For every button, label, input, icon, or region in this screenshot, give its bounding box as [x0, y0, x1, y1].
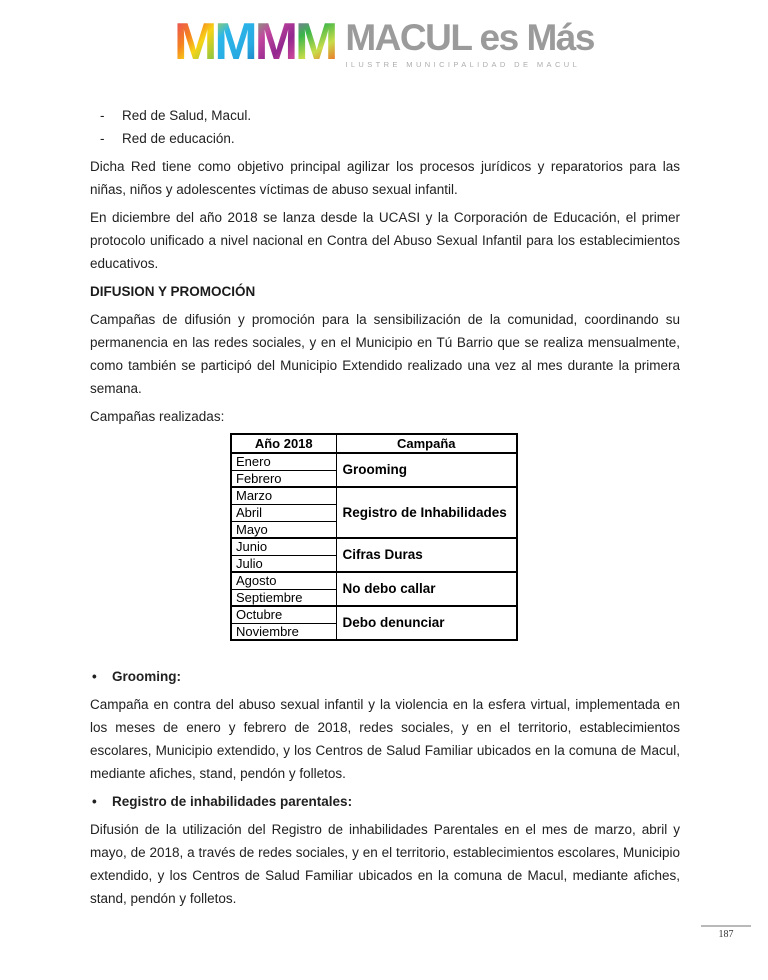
table-header-row — [231, 434, 517, 453]
month-cell: Julio — [231, 555, 336, 572]
page-number: 187 — [718, 929, 734, 940]
paragraph-difusion: Campañas de difusión y promoción para la sensibilización de la comunidad, coordinando su permanencia en las redes sociales, y en el Municipio en Tú Barrio que se realiza mensualmente, como también se participó del Municipio Extendido realizado una vez al mes durante la primera semana. — [90, 312, 680, 396]
campaign-cell: Registro de Inhabilidades — [336, 487, 517, 538]
month-cell: Noviembre — [231, 623, 336, 640]
network-list — [90, 104, 680, 150]
month-cell: Marzo — [231, 487, 336, 504]
dash-marker: - — [100, 108, 105, 123]
list-item-text: Red de educación. — [122, 131, 235, 146]
month-cell: Febrero — [231, 470, 336, 487]
brand-block — [345, 14, 594, 69]
table-row — [231, 606, 517, 623]
table-row — [231, 453, 517, 470]
campaign-cell: Debo denunciar — [336, 606, 517, 640]
brand-subtitle: ILUSTRE MUNICIPALIDAD DE MACUL — [345, 60, 581, 69]
bullet-icon: • — [92, 669, 97, 684]
bullet-registro-title: Registro de inhabilidades parentales: — [112, 794, 353, 809]
month-cell: Septiembre — [231, 589, 336, 606]
bullet-grooming-title: Grooming: — [112, 669, 181, 684]
paragraph-registro: Difusión de la utilización del Registro de inhabilidades Parentales en el mes de marzo, abril y mayo, de 2018, a través de redes sociales, y en el territorio, establecimientos escolares, Municipio extendido, y los Centros de Salud Familiar ubicados en la comuna de Macul, mediante afiches, stand, pendón y folletos. — [90, 822, 680, 906]
list-item-text: Red de Salud, Macul. — [122, 108, 252, 123]
logo-letter-m2: M — [214, 13, 255, 71]
campaigns-label: Campañas realizadas: — [90, 409, 225, 424]
macul-mmmm-logo-icon — [174, 14, 335, 70]
paragraph-red-objective: Dicha Red tiene como objetivo principal agilizar los procesos jurídicos y reparatorios para las niñas, niños y adolescentes víctimas de abuso sexual infantil. — [90, 159, 680, 197]
page-header — [0, 0, 768, 78]
section-heading-difusion: DIFUSION Y PROMOCIÓN — [90, 284, 256, 299]
logo-letter-m1: M — [174, 13, 215, 71]
paragraph-protocol: En diciembre del año 2018 se lanza desde la UCASI y la Corporación de Educación, el primer protocolo unificado a nivel nacional en Contra del Abuso Sexual Infantil para los establecimientos educativos. — [90, 210, 680, 271]
month-cell: Octubre — [231, 606, 336, 623]
table-row — [231, 487, 517, 504]
page-footer — [701, 925, 751, 940]
month-cell: Agosto — [231, 572, 336, 589]
month-cell: Mayo — [231, 521, 336, 538]
column-header-year: Año 2018 — [231, 434, 336, 453]
month-cell: Enero — [231, 453, 336, 470]
brand-title: MACUL es Más — [345, 17, 594, 58]
campaign-cell: Cifras Duras — [336, 538, 517, 572]
bullet-grooming — [90, 665, 680, 688]
bullet-registro — [90, 790, 680, 813]
dash-marker: - — [100, 131, 105, 146]
campaign-cell: No debo callar — [336, 572, 517, 606]
logo-letter-m4: M — [295, 13, 336, 71]
paragraph-grooming: Campaña en contra del abuso sexual infantil y la violencia en la esfera virtual, implementada en los meses de enero y febrero de 2018, redes sociales, y en el territorio, establecimientos escolares, Municipio extendido, y los Centros de Salud Familiar ubicados en la comuna de Macul, mediante afiches, stand, pendón y folletos. — [90, 697, 680, 781]
campaign-cell: Grooming — [336, 453, 517, 487]
month-cell: Abril — [231, 504, 336, 521]
table-row — [231, 538, 517, 555]
month-cell: Junio — [231, 538, 336, 555]
table-row — [231, 572, 517, 589]
list-item — [90, 127, 680, 150]
list-item — [90, 104, 680, 127]
logo-letter-m3: M — [254, 13, 296, 71]
column-header-campaign: Campaña — [336, 434, 517, 453]
campaigns-table — [230, 433, 518, 641]
document-body — [0, 104, 768, 910]
bullet-icon: • — [92, 794, 97, 809]
